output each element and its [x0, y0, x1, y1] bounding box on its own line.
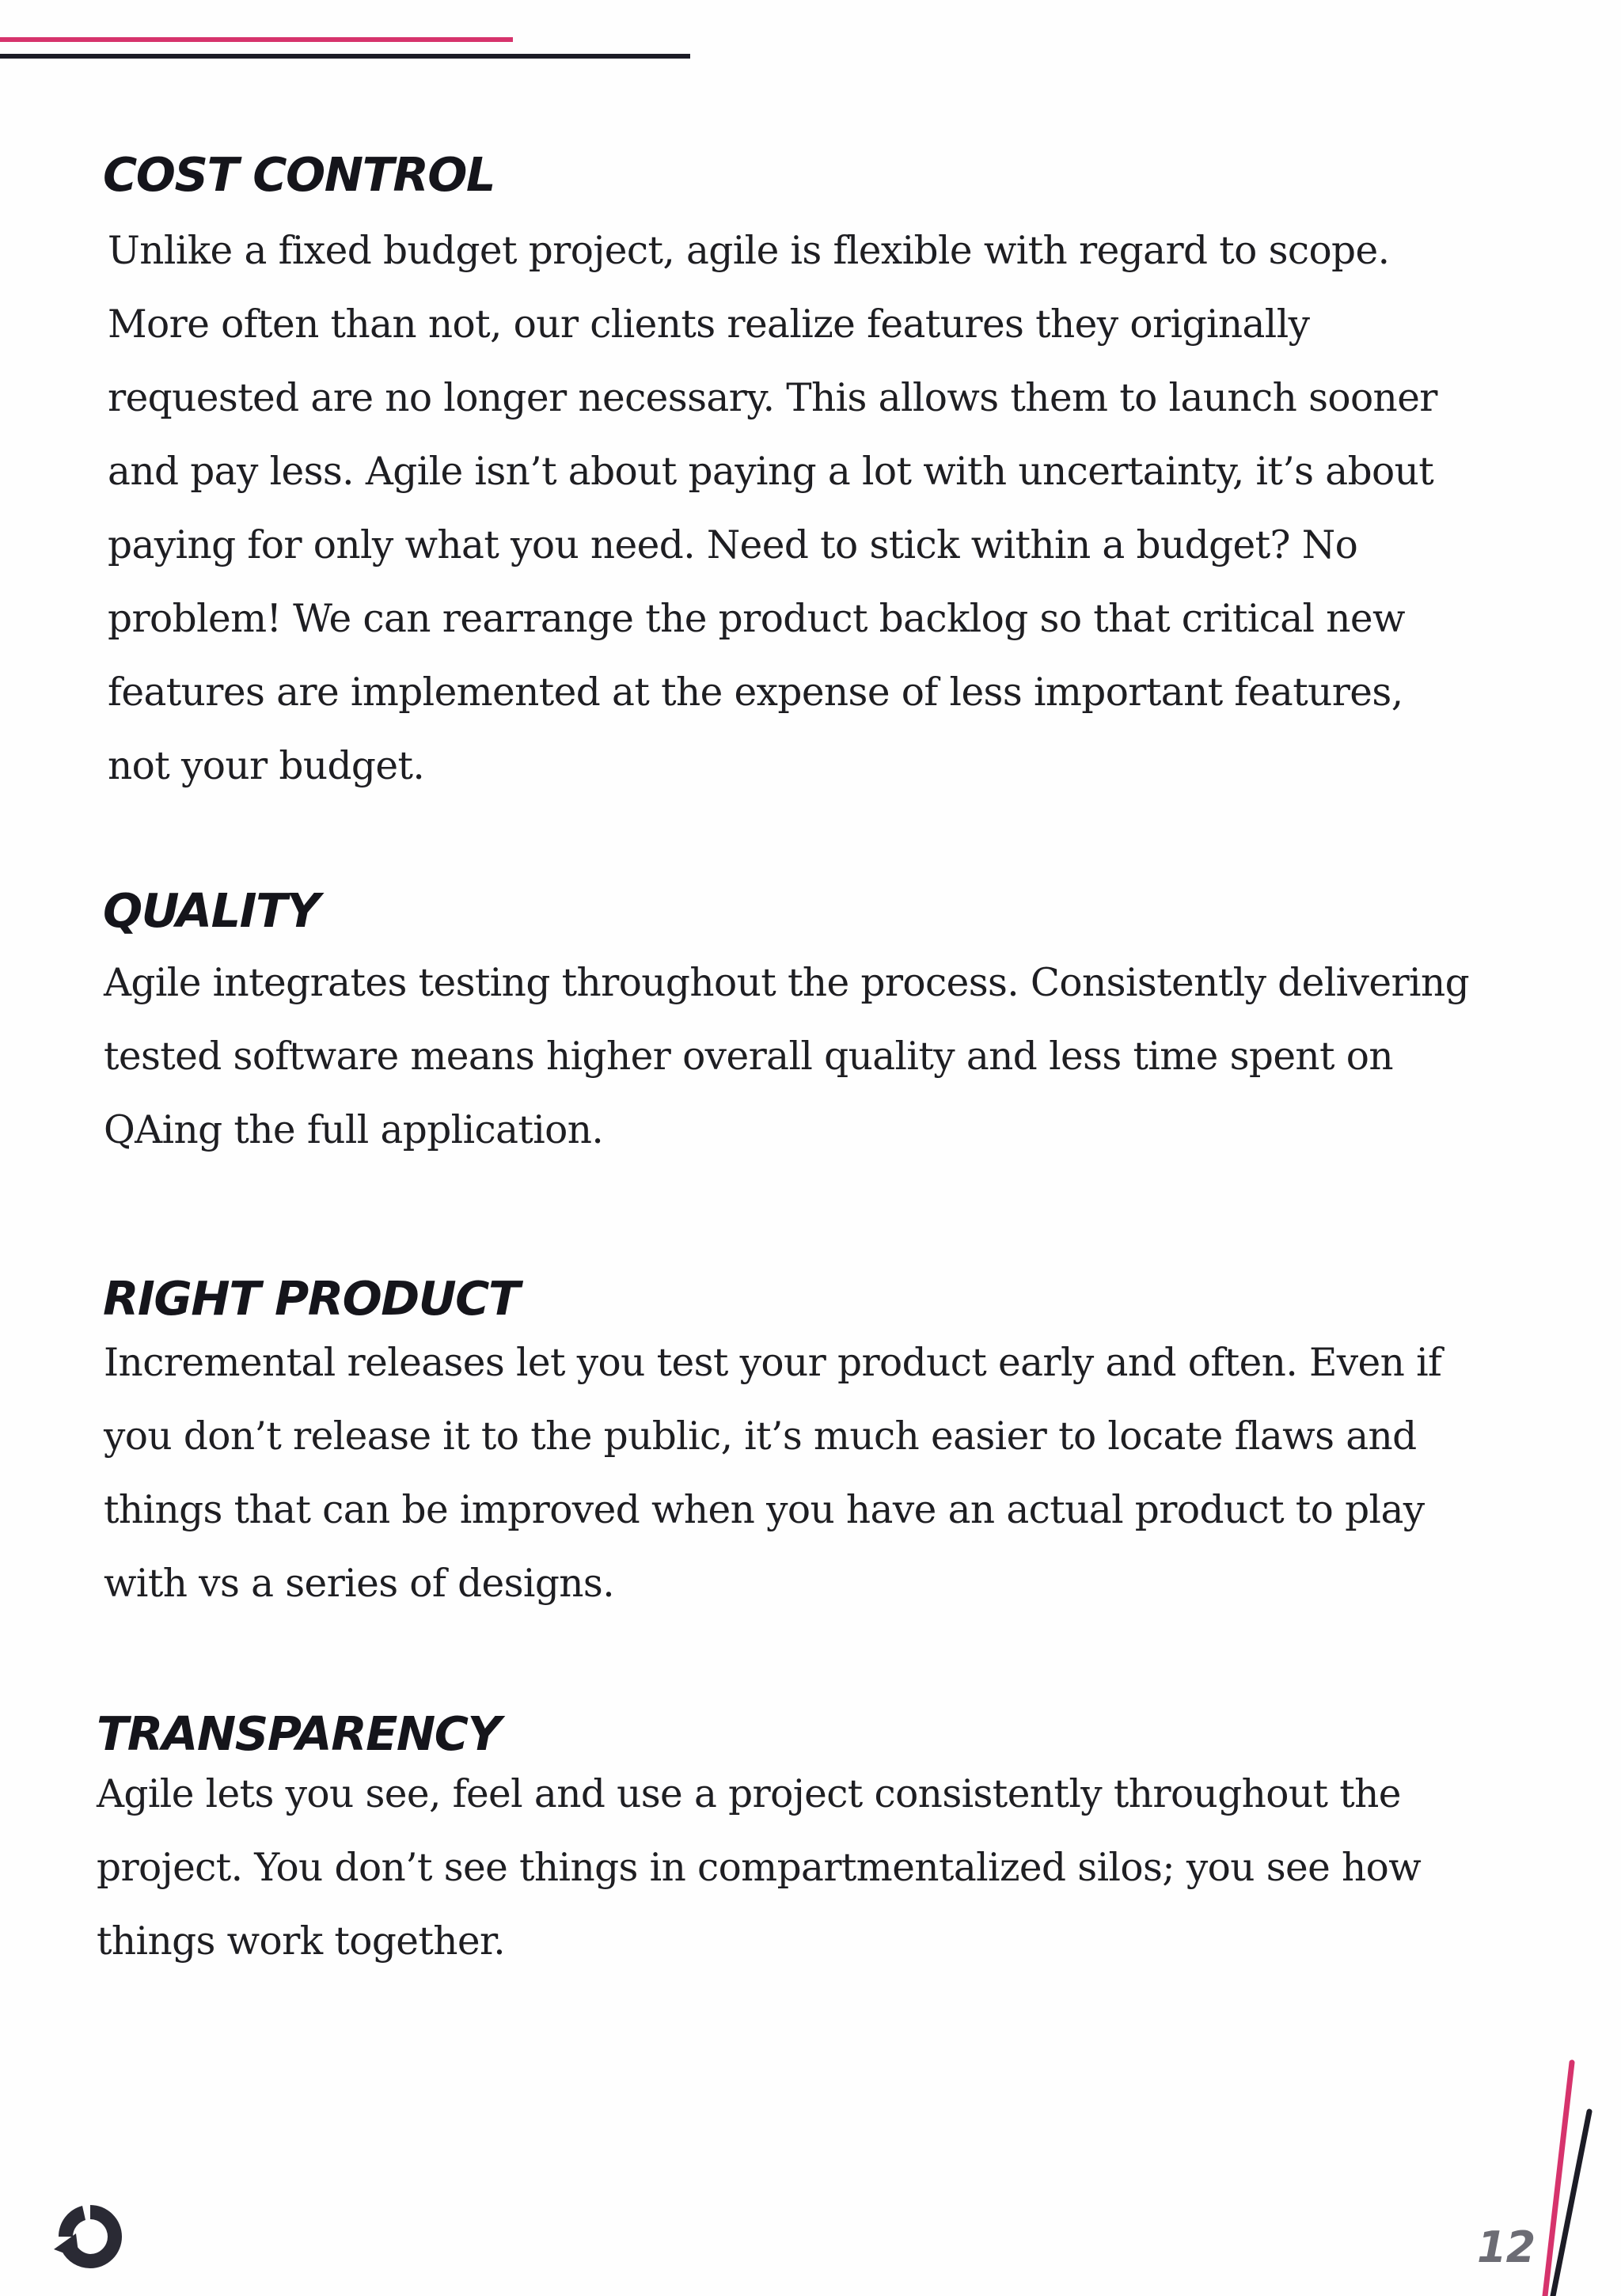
section-heading-transparency: TRANSPARENCY: [97, 1706, 500, 1761]
section-body-quality: Agile integrates testing throughout the process. Consistently delivering tested software means higher overall quality and less time spent on QAing the full application.: [104, 961, 1470, 1152]
section-heading-cost-control: COST CONTROL: [103, 147, 495, 202]
page-number: 12: [1477, 2222, 1536, 2272]
top-accent-line-pink: [0, 37, 513, 42]
section-body-transparency: Agile lets you see, feel and use a project consistently throughout the project. You don’t see things in compartmentalized silos; you see how things work together.: [97, 1772, 1422, 1964]
top-accent-line-dark: [0, 54, 690, 59]
section-body-right-product: Incremental releases let you test your product early and often. Even if you don’t release it to the public, it’s much easier to locate flaws and things that can be improved when you have an actual product to play with vs a series of designs.: [104, 1341, 1442, 1606]
section-heading-quality: QUALITY: [103, 883, 320, 938]
section-heading-right-product: RIGHT PRODUCT: [103, 1271, 519, 1326]
circular-arrow-logo-icon: [51, 2197, 130, 2276]
section-body-cost-control: Unlike a fixed budget project, agile is flexible with regard to scope. More often than not, our clients realize features they originally requested are no longer necessary. This allows them to launch sooner and pay less. Agile isn’t about paying a lot with uncertainty, it’s about paying for only what you need. Need to stick within a budget? No problem! We can rearrange the product backlog so that critical new features are implemented at the expense of less important features, not your budget.: [108, 229, 1437, 788]
